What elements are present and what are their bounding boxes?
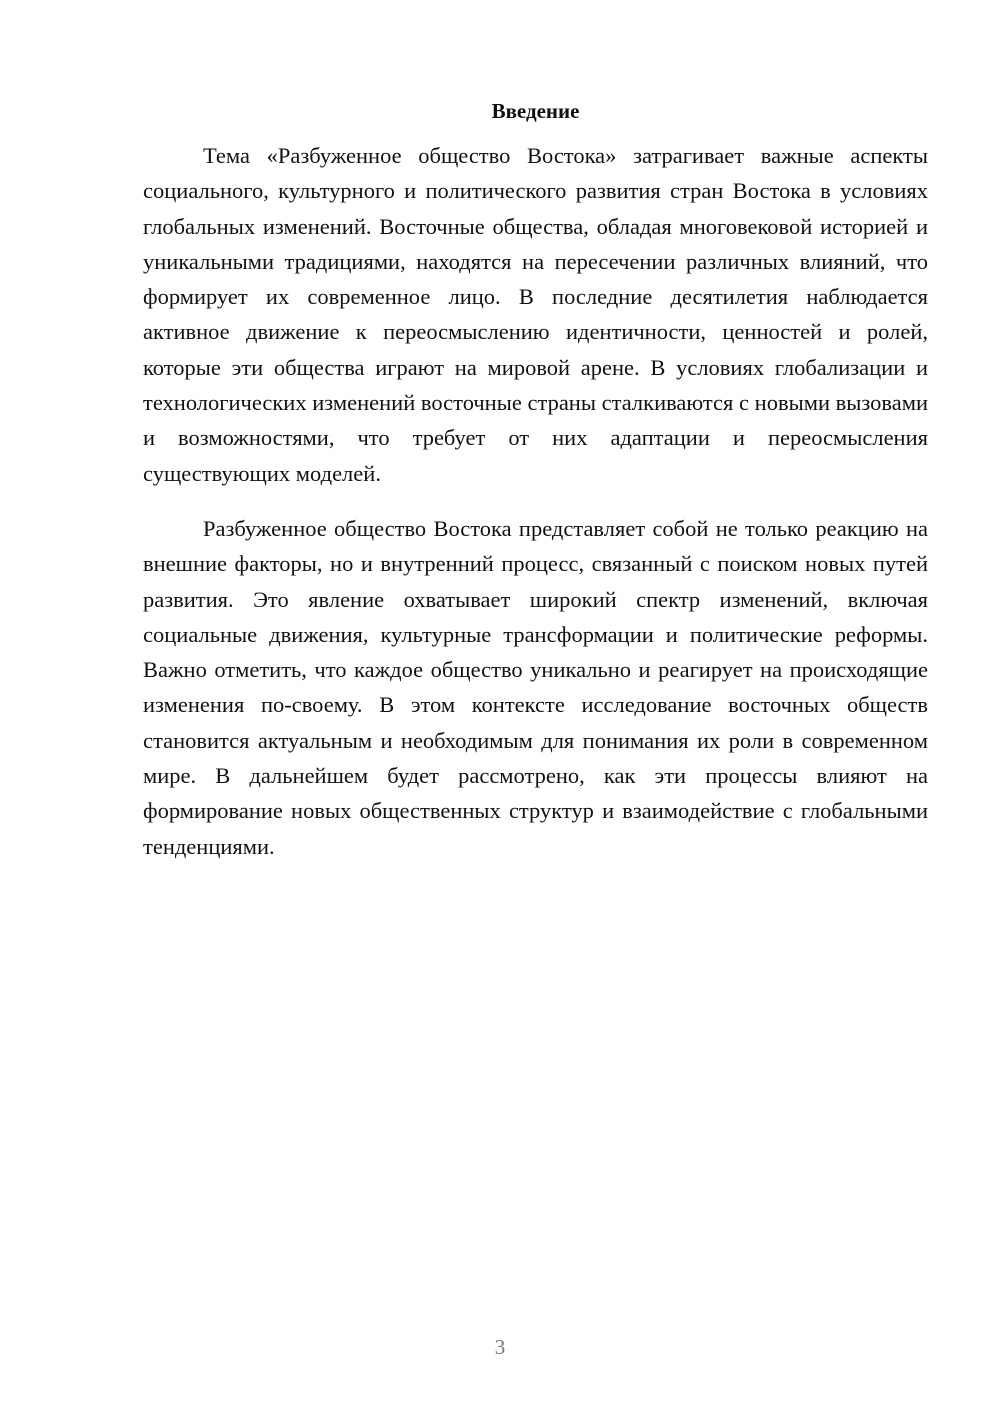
paragraph-1: Тема «Разбуженное общество Востока» затрагивает важные аспекты социального, культурного и политического развития стран Востока в условиях глобальных изменений. Восточные общества, обладая многовековой историей и уникальными традициями, находятся на пересечении различных влияний, что формирует их современное лицо. В последние десятилетия наблюдается активное движение к переосмыслению идентичности, ценностей и ролей, которые эти общества играют на мировой арене. В условиях глобализации и технологических изменений восточные страны сталкиваются с новыми вызовами и возможностями, что требует от них адаптации и переосмысления существующих моделей. <box>143 143 928 486</box>
section-heading: Введение <box>491 99 580 123</box>
page-number: 3 <box>494 1335 506 1359</box>
page-content <box>143 96 928 864</box>
paragraph-2: Разбуженное общество Востока представляет собой не только реакцию на внешние факторы, но и внутренний процесс, связанный с поиском новых путей развития. Это явление охватывает широкий спектр изменений, включая социальные движения, культурные трансформации и политические реформы. Важно отметить, что каждое общество уникально и реагирует на происходящие изменения по-своему. В этом контексте исследование восточных обществ становится актуальным и необходимым для понимания их роли в современном мире. В дальнейшем будет рассмотрено, как эти процессы влияют на формирование новых общественных структур и взаимодействие с глобальными тенденциями. <box>143 515 928 859</box>
